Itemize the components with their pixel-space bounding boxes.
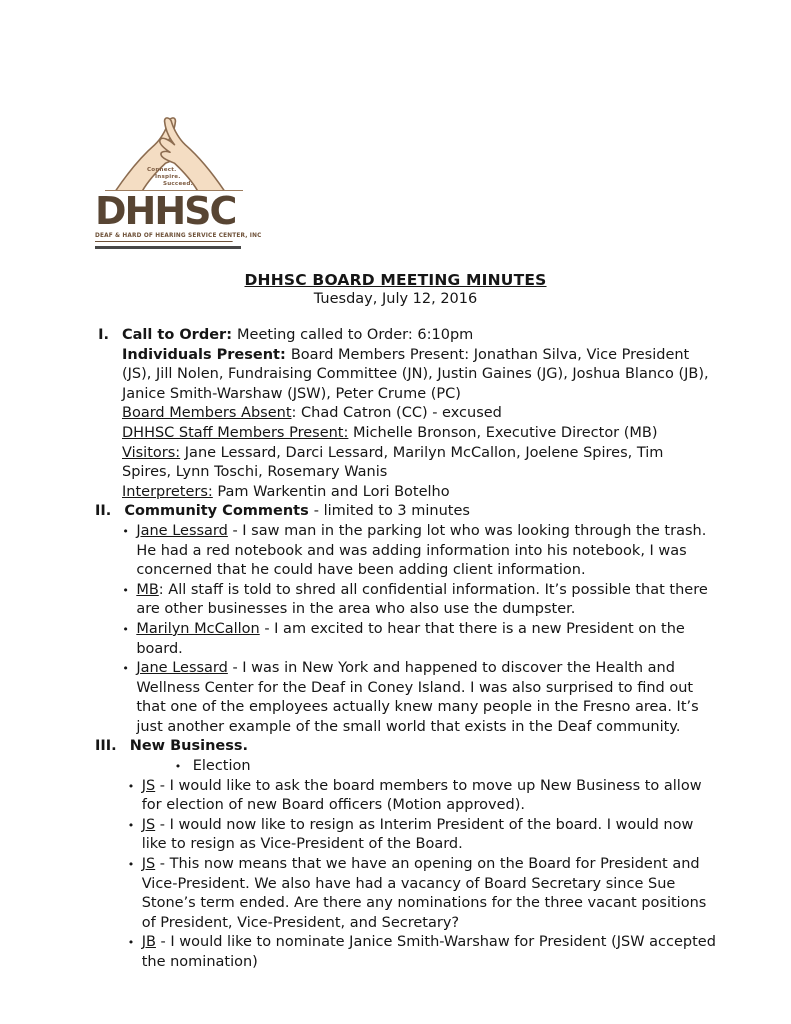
section-paragraph (122, 424, 717, 444)
bullet-text (142, 777, 717, 816)
minutes-section (95, 737, 717, 972)
text-segment: - I would now like to resign as Interim President of the board. I would now like to resign as Vice-President of the Board. (141, 816, 694, 853)
logo-acronym: DHHSC (95, 189, 236, 233)
bullet-text (193, 757, 717, 777)
text-segment: New Business. (129, 738, 249, 755)
text-segment: - I would like to ask the board members to move up New Business to allow for election of new Board officers (Motion approved). (141, 777, 702, 814)
text-segment: - I would like to nominate Janice Smith-Warshaw for President (JSW accepted the nomination) (141, 934, 716, 970)
text-segment: DHHSC Staff Members Present: (122, 424, 349, 441)
bullet-item (122, 620, 717, 659)
text-segment: - limited to 3 minutes (313, 503, 470, 520)
doc-date: Tuesday, July 12, 2016 (313, 291, 478, 307)
bullet-icon: • (122, 524, 129, 538)
text-segment: JS (141, 856, 156, 873)
bullet-icon: • (127, 779, 135, 793)
bullet-icon: • (122, 622, 129, 636)
bullet-icon: • (127, 818, 135, 832)
logo-hands-area (95, 111, 245, 191)
minutes-section (95, 326, 717, 502)
text-segment: - This now means that we have an opening on the Board for President and Vice-President. We also have had a vacancy of Board Secretary since Sue Stone’s term ended. Are there any nominations for the three vacant positions of President, Vice-President, and Secretary? (141, 856, 707, 931)
section-paragraph (122, 404, 717, 424)
bullet-item (122, 581, 717, 620)
bullet-text (136, 522, 717, 581)
logo-org-name: DEAF & HARD OF HEARING SERVICE CENTER, INC (95, 232, 233, 242)
bullet-icon: • (174, 760, 182, 774)
section-heading (124, 502, 717, 522)
section-paragraph (122, 483, 717, 503)
section-numeral: I. (98, 327, 109, 343)
bullet-text (136, 581, 717, 620)
text-segment: Call to Order: (122, 327, 238, 343)
tagline-line: Connect. (147, 167, 177, 173)
bullet-text (142, 933, 717, 972)
bullet-icon: • (127, 858, 135, 872)
text-segment: MB (136, 581, 159, 598)
text-segment: Meeting called to Order: 6:10pm (237, 327, 474, 343)
bullet-text (142, 816, 717, 855)
text-segment: - I was in New York and happened to discover the Health and Wellness Center for the Deaf in Coney Island. I was also surprised to find out that one of the employees actually knew many people in the Fresno area. It’s just another example of the small world that exists in the Deaf community. (136, 660, 699, 735)
text-segment: Visitors: (122, 444, 181, 461)
bullet-item (175, 757, 717, 777)
section-numeral: III. (95, 738, 117, 755)
section-paragraph (122, 444, 717, 483)
bullet-item (122, 659, 717, 737)
logo-underline-rule (95, 246, 241, 250)
text-segment: : All staff is told to shred all confidential information. It’s possible that there are other businesses in the area who also use the dumpster. (136, 581, 708, 618)
bullet-icon: • (127, 936, 135, 950)
minutes-content (95, 326, 717, 973)
bullet-text (136, 620, 717, 659)
bullet-icon: • (122, 662, 129, 676)
title-block (0, 271, 791, 307)
bullet-item (128, 933, 717, 972)
text-segment: Election (192, 758, 251, 775)
bullet-item (128, 777, 717, 816)
doc-title: DHHSC BOARD MEETING MINUTES (244, 271, 547, 289)
section-body (122, 326, 717, 502)
text-segment: JS (141, 816, 156, 833)
section-numeral: II. (95, 503, 112, 520)
text-segment: Board Members Present: Jonathan Silva, Vice President (JS), Jill Nolen, Fundraising Committee (JN), Justin Gaines (JG), Joshua Blanco (JB), Janice Smith-Warshaw (JSW), Peter Crume (PC) (122, 346, 709, 402)
text-segment: - I am excited to hear that there is a new President on the board. (136, 620, 685, 657)
bullet-text (142, 855, 717, 933)
section-heading (130, 737, 717, 757)
bullet-item (128, 855, 717, 933)
text-segment: : Chad Catron (CC) - excused (291, 405, 502, 422)
text-segment: Pam Warkentin and Lori Botelho (212, 483, 450, 500)
text-segment: Jane Lessard, Darci Lessard, Marilyn McCallon, Joelene Spires, Tim Spires, Lynn Toschi, Rosemary Wanis (122, 444, 664, 481)
section-body (127, 737, 717, 972)
dhhsc-logo (95, 111, 262, 249)
text-segment: Jane Lessard (136, 522, 228, 539)
bullet-item (122, 522, 717, 581)
section-body (124, 502, 717, 737)
tagline-line: Succeed. (163, 180, 193, 187)
logo-baseline (105, 190, 243, 191)
text-segment: Interpreters: (122, 483, 213, 500)
text-segment: Board Members Absent (122, 405, 292, 422)
text-segment: Michelle Bronson, Executive Director (MB) (348, 424, 658, 441)
section-paragraph (122, 326, 717, 346)
text-segment: Individuals Present: (122, 346, 291, 363)
minutes-section (95, 502, 717, 737)
text-segment: - I saw man in the parking lot who was looking through the trash. He had a red notebook and was adding information into his notebook, I was concerned that he could have been adding client information. (136, 522, 707, 579)
text-segment: Community Comments (124, 503, 314, 520)
text-segment: JS (141, 777, 156, 794)
text-segment: JB (141, 934, 156, 951)
bullet-icon: • (122, 583, 129, 597)
bullet-text (136, 659, 717, 737)
text-segment: Marilyn McCallon (136, 620, 260, 637)
text-segment: Jane Lessard (136, 660, 228, 677)
tagline-line: Inspire. (155, 173, 181, 180)
section-paragraph (122, 346, 717, 405)
logo-tagline (147, 167, 193, 188)
bullet-item (128, 816, 717, 855)
